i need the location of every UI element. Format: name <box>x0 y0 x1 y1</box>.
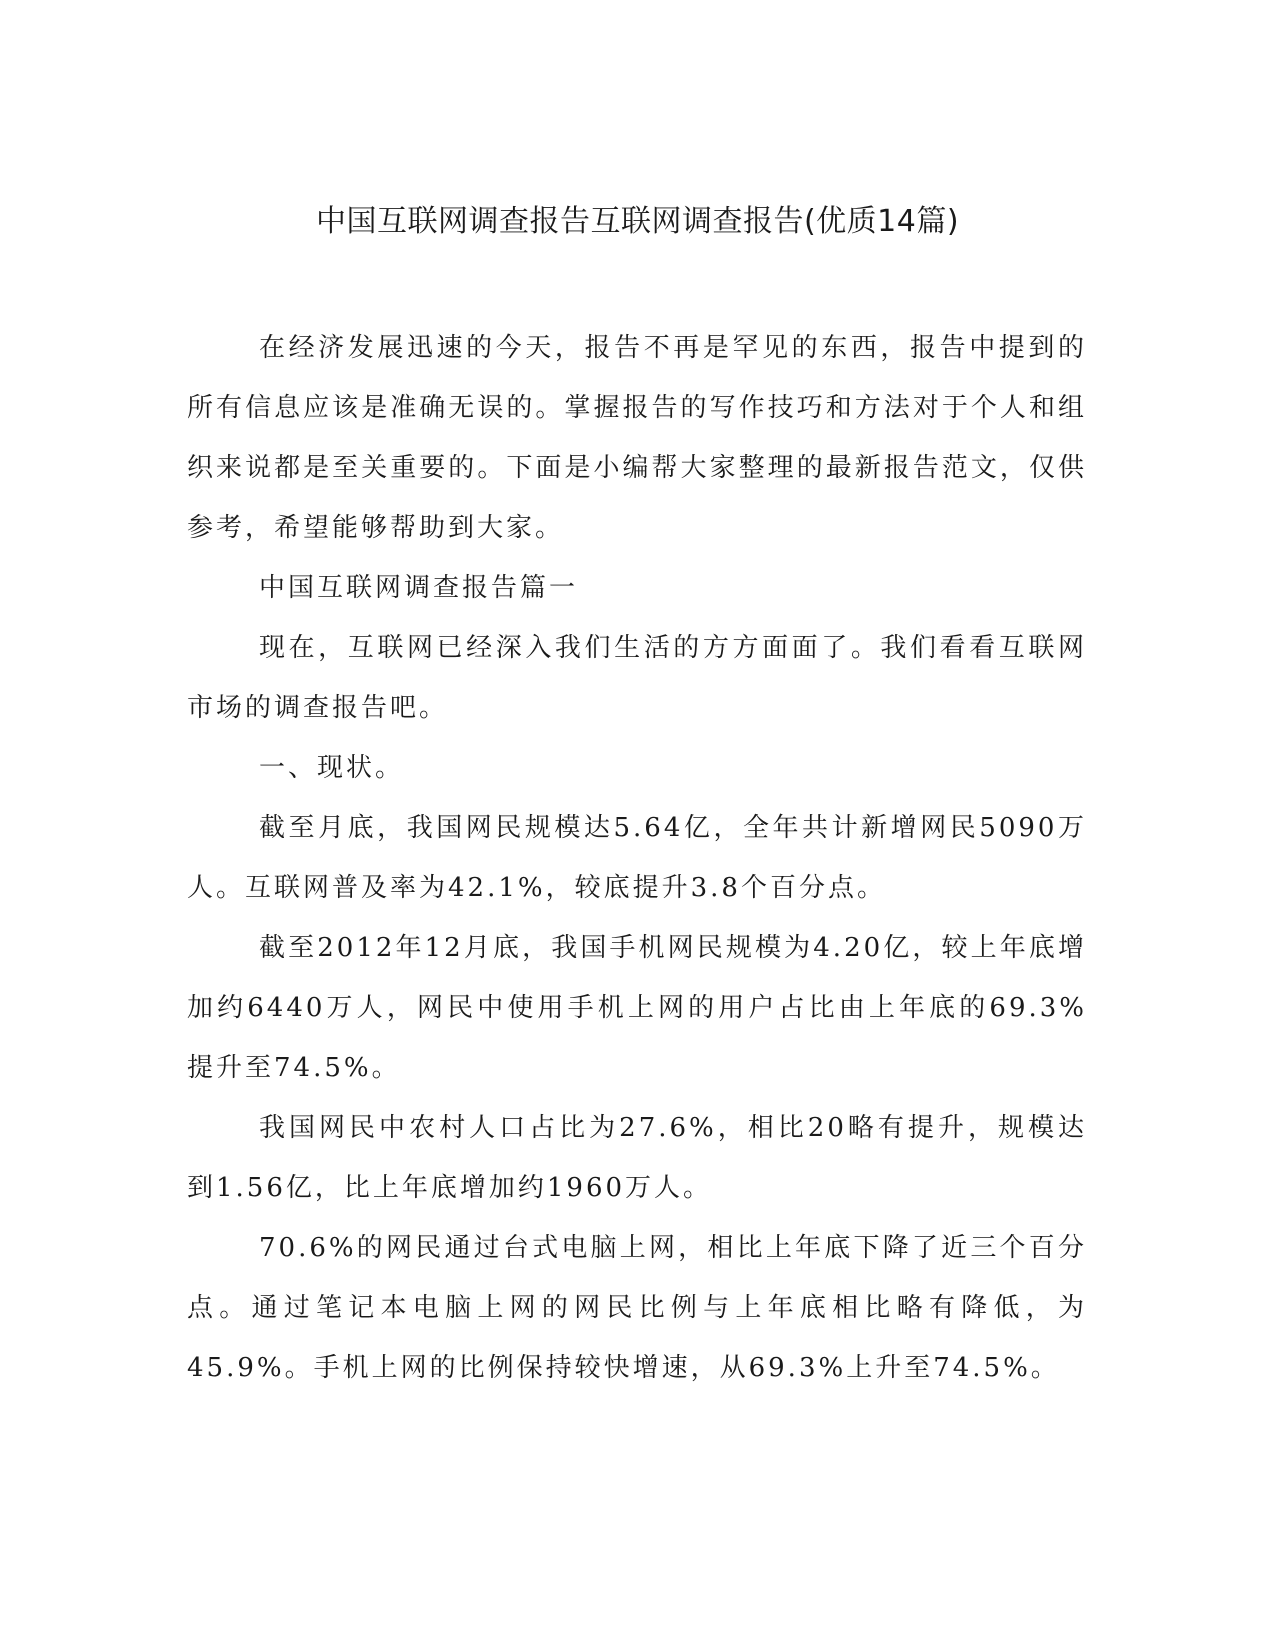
section-heading: 中国互联网调查报告篇一 <box>259 573 579 603</box>
paragraph: 我国网民中农村人口占比为27.6%，相比20略有提升，规模达到1.56亿，比上年底增加约1960万人。 <box>187 1113 1087 1203</box>
paragraph: 截至月底，我国网民规模达5.64亿，全年共计新增网民5090万人。互联网普及率为42.1%，较底提升3.8个百分点。 <box>187 813 1087 903</box>
paragraph: 70.6%的网民通过台式电脑上网，相比上年底下降了近三个百分点。通过笔记本电脑上网的网民比例与上年底相比略有降低，为45.9%。手机上网的比例保持较快增速，从69.3%上升至74.5%。 <box>187 1233 1087 1383</box>
paragraph: 截至2012年12月底，我国手机网民规模为4.20亿，较上年底增加约6440万人，网民中使用手机上网的用户占比由上年底的69.3%提升至74.5%。 <box>187 933 1087 1083</box>
paragraph-intro: 在经济发展迅速的今天，报告不再是罕见的东西，报告中提到的所有信息应该是准确无误的。掌握报告的写作技巧和方法对于个人和组织来说都是至关重要的。下面是小编帮大家整理的最新报告范文，仅供参考，希望能够帮助到大家。 <box>187 333 1087 543</box>
document-body <box>187 318 1087 1398</box>
paragraph: 现在，互联网已经深入我们生活的方方面面了。我们看看互联网市场的调查报告吧。 <box>187 633 1087 723</box>
subsection-heading: 一、现状。 <box>259 753 405 783</box>
document-title: 中国互联网调查报告互联网调查报告(优质14篇) <box>315 204 960 239</box>
